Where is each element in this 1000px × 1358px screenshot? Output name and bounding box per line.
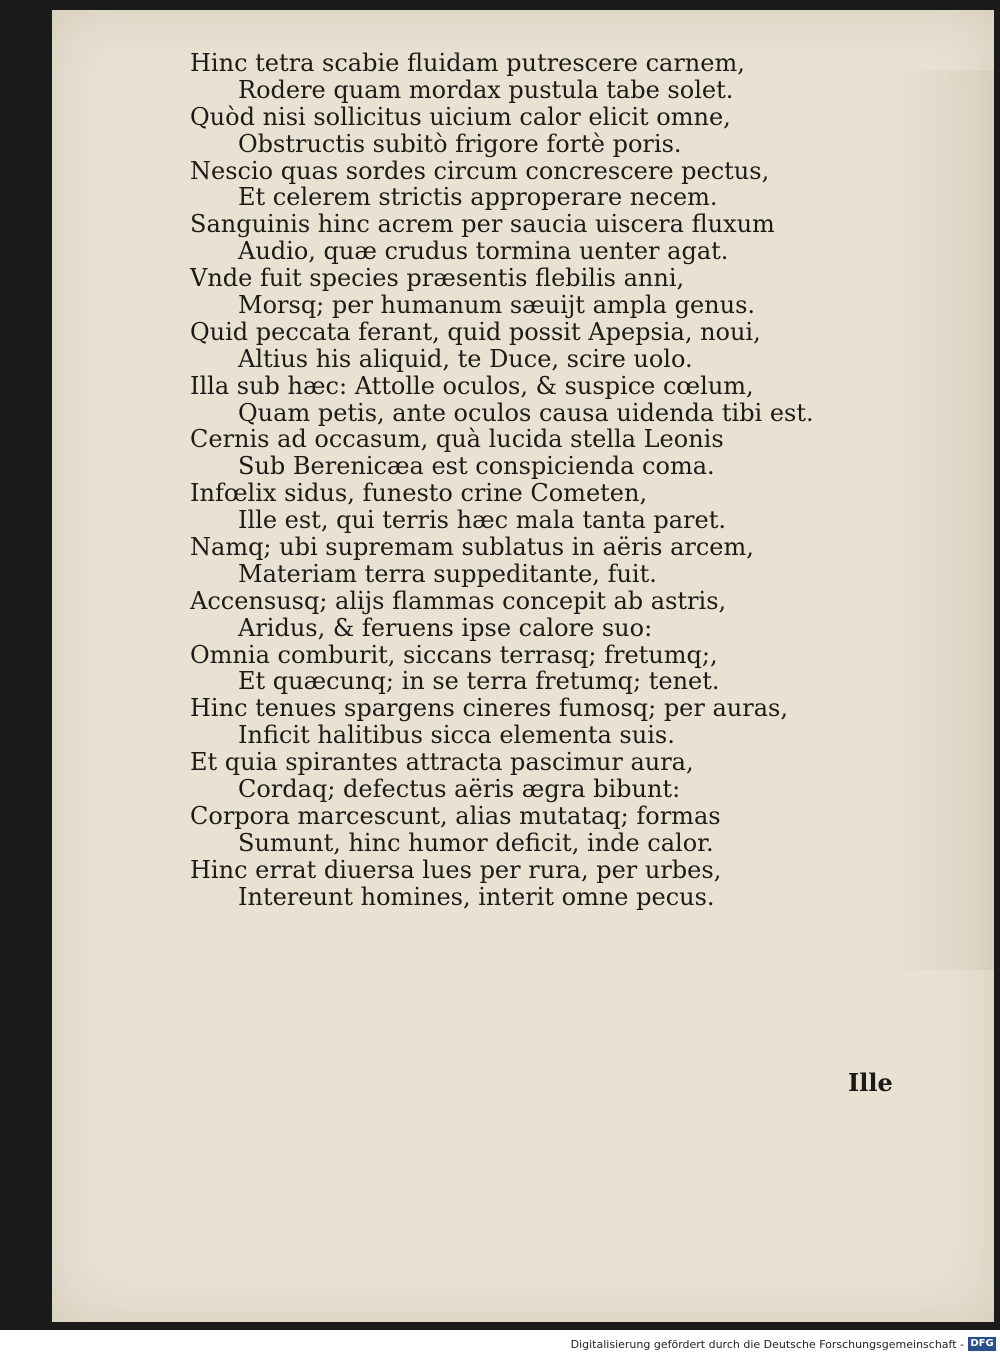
verse-line: Et quæcunq; in se terra fretumq; tenet. xyxy=(238,667,720,696)
verse-line: Sanguinis hinc acrem per saucia uiscera fluxum xyxy=(190,210,775,239)
verse-line: Nescio quas sordes circum concrescere pectus, xyxy=(190,156,770,185)
verse-line: Namq; ubi supremam sublatus in aëris arcem, xyxy=(190,533,754,562)
verse-line: Rodere quam mordax pustula tabe solet. xyxy=(238,75,734,104)
verse-line: Cordaq; defectus aëris ægra bibunt: xyxy=(238,775,681,804)
verse-line: Cernis ad occasum, quà lucida stella Leonis xyxy=(190,425,724,454)
verse-line: Illa sub hæc: Attolle oculos, & suspice cœlum, xyxy=(190,371,754,400)
verse-line: Quòd nisi sollicitus uicium calor elicit omne, xyxy=(190,102,731,131)
verse-line: Hinc tetra scabie fluidam putrescere carnem, xyxy=(190,49,745,77)
verse-line: Quid peccata ferant, quid possit Apepsia, noui, xyxy=(190,317,761,346)
verse-line: Inficit halitibus sicca elementa suis. xyxy=(238,721,675,750)
verse-line: Aridus, & feruens ipse calore suo: xyxy=(238,613,653,642)
verse-line: Hinc errat diuersa lues per rura, per urbes, xyxy=(190,855,722,884)
verse-line: Obstructis subitò frigore fortè poris. xyxy=(238,129,682,158)
verse-text xyxy=(190,50,890,911)
verse-line: Morsq; per humanum sæuijt ampla genus. xyxy=(238,291,756,320)
verse-line: Sub Berenicæa est conspicienda coma. xyxy=(238,452,715,481)
verse-line: Audio, quæ crudus tormina uenter agat. xyxy=(238,237,729,266)
verse-line: Materiam terra suppeditante, fuit. xyxy=(238,559,657,588)
verse-line: Infœlix sidus, funesto crine Cometen, xyxy=(190,479,648,508)
verse-line: Hinc tenues spargens cineres fumosq; per auras, xyxy=(190,694,788,723)
digitization-footer xyxy=(0,1330,1000,1358)
verse-line: Accensusq; alijs flammas concepit ab astris, xyxy=(190,586,727,615)
catchword: Ille xyxy=(848,1068,893,1097)
verse-line: Corpora marcescunt, alias mutataq; formas xyxy=(190,801,721,830)
page-bleed-through xyxy=(874,70,994,970)
verse-line: Sumunt, hinc humor deficit, inde calor. xyxy=(238,828,714,857)
verse-line: Et quia spirantes attracta pascimur aura, xyxy=(190,748,694,777)
verse-line: Quam petis, ante oculos causa uidenda tibi est. xyxy=(238,398,814,427)
funding-credit: Digitalisierung gefördert durch die Deutsche Forschungsgemeinschaft - xyxy=(570,1338,964,1351)
dfg-logo: DFG xyxy=(968,1337,996,1351)
verse-line: Altius his aliquid, te Duce, scire uolo. xyxy=(238,344,693,373)
verse-line: Omnia comburit, siccans terrasq; fretumq;, xyxy=(190,640,718,669)
verse-line: Vnde fuit species præsentis flebilis anni, xyxy=(190,264,685,293)
verse-line: Intereunt homines, interit omne pecus. xyxy=(238,882,715,911)
verse-line: Ille est, qui terris hæc mala tanta paret. xyxy=(238,506,727,535)
verse-line: Et celerem strictis approperare necem. xyxy=(238,183,718,212)
